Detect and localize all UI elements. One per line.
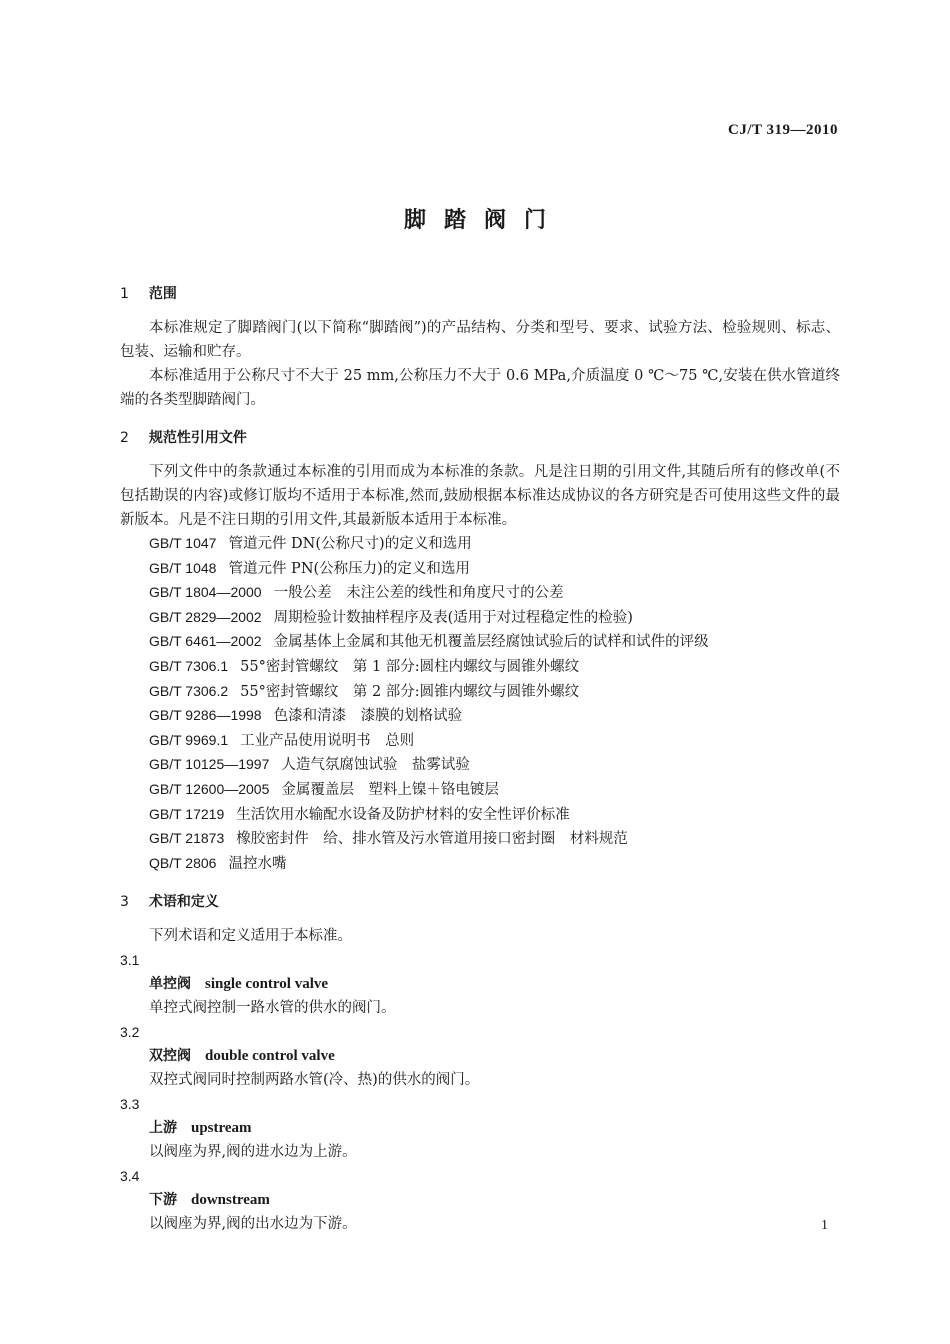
section-number: 2: [120, 430, 129, 446]
reference-title: 色漆和清漆 漆膜的划格试验: [273, 708, 463, 725]
standard-number: CJ/T 319—2010: [728, 122, 838, 138]
reference-title: 人造气氛腐蚀试验 盐雾试验: [281, 757, 470, 774]
reference-item: [149, 557, 840, 582]
reference-code: GB/T 9286—1998: [149, 707, 262, 724]
reference-code: GB/T 17219: [149, 805, 225, 822]
term-definition: 以阀座为界,阀的进水边为上游。: [149, 1144, 357, 1161]
term-name: [120, 1044, 840, 1068]
reference-item: [149, 778, 840, 803]
section-heading-terms-definitions: [120, 890, 840, 914]
term-number: 3.2: [120, 1024, 140, 1041]
section-title: 术语和定义: [148, 894, 219, 911]
section-title: 范围: [148, 286, 177, 302]
reference-item: [149, 753, 840, 778]
term-name-en: single control valve: [205, 976, 329, 993]
term-entry: [120, 1164, 840, 1236]
section-title: 规范性引用文件: [148, 430, 247, 446]
reference-code: GB/T 1047: [149, 535, 217, 551]
reference-title: 温控水嘴: [228, 855, 287, 872]
reference-title: 橡胶密封件 给、排水管及污水管道用接口密封圈 材料规范: [236, 831, 628, 848]
paragraph: 本标准适用于公称尺寸不大于 25 mm,公称压力不大于 0.6 MPa,介质温度 0 ℃～75 ℃,安装在供水管道终端的各类型脚踏阀门。: [120, 368, 840, 408]
term-name-en: upstream: [191, 1120, 252, 1137]
reference-title: 55°密封管螺纹 第 1 部分:圆柱内螺纹与圆锥外螺纹: [240, 658, 580, 675]
reference-item: [149, 680, 840, 705]
reference-item: [149, 655, 840, 680]
reference-code: GB/T 7306.2: [149, 682, 229, 699]
section-number: 1: [120, 286, 129, 302]
term-name: [120, 1188, 840, 1212]
section-number: 3: [120, 894, 129, 911]
reference-item: [149, 803, 840, 828]
reference-item: [149, 606, 840, 631]
term-definition: 单控式阀控制一路水管的供水的阀门。: [149, 1000, 396, 1017]
reference-title: 金属基体上金属和其他无机覆盖层经腐蚀试验后的试样和试件的评级: [273, 634, 709, 651]
term-name: [120, 972, 840, 996]
reference-code: GB/T 10125—1997: [149, 756, 270, 773]
reference-code: GB/T 6461—2002: [149, 633, 262, 650]
term-definition: 以阀座为界,阀的出水边为下游。: [149, 1216, 357, 1233]
reference-item: [149, 852, 840, 877]
reference-code: GB/T 9969.1: [149, 731, 229, 748]
reference-code: GB/T 2829—2002: [149, 608, 262, 625]
reference-code: GB/T 12600—2005: [149, 780, 270, 797]
term-number: 3.4: [120, 1168, 140, 1185]
paragraph: 本标准规定了脚踏阀门(以下简称“脚踏阀”)的产品结构、分类和型号、要求、试验方法、检验规则、标志、包装、运输和贮存。: [120, 320, 840, 360]
reference-item: [149, 581, 840, 606]
paragraph: 下列文件中的条款通过本标准的引用而成为本标准的条款。凡是注日期的引用文件,其随后所有的修改单(不包括勘误的内容)或修订版均不适用于本标准,然而,鼓励根据本标准达成协议的各方研究是否可使用这些文件的最新版本。凡是不注日期的引用文件,其最新版本适用于本标准。: [120, 464, 840, 528]
term-name-en: downstream: [191, 1192, 270, 1209]
term-entry: [120, 948, 840, 1020]
term-number: 3.1: [120, 952, 140, 969]
term-name-zh: 双控阀: [149, 1048, 191, 1065]
reference-title: 管道元件 PN(公称压力)的定义和选用: [228, 560, 470, 577]
reference-item: [149, 630, 840, 655]
reference-title: 一般公差 未注公差的线性和角度尺寸的公差: [273, 585, 564, 602]
reference-item: [149, 827, 840, 852]
term-definition: 双控式阀同时控制两路水管(冷、热)的供水的阀门。: [149, 1072, 480, 1089]
page-number: 1: [821, 1218, 828, 1233]
document-title: 脚踏阀门: [403, 208, 564, 233]
reference-item: [149, 729, 840, 754]
reference-item: [149, 704, 840, 729]
reference-code: GB/T 1048: [149, 559, 217, 576]
reference-title: 周期检验计数抽样程序及表(适用于对过程稳定性的检验): [273, 609, 633, 626]
reference-item: [149, 532, 840, 557]
term-name: [120, 1116, 840, 1140]
reference-code: GB/T 21873: [149, 830, 225, 847]
paragraph: 下列术语和定义适用于本标准。: [149, 928, 352, 945]
term-name-en: double control valve: [205, 1048, 335, 1065]
term-entry: [120, 1092, 840, 1164]
section-heading-scope: [120, 282, 840, 306]
document-body: [120, 282, 840, 1236]
reference-code: QB/T 2806: [149, 854, 217, 871]
term-name-zh: 单控阀: [149, 976, 191, 993]
reference-title: 金属覆盖层 塑料上镍＋铬电镀层: [281, 781, 499, 798]
reference-code: GB/T 1804—2000: [149, 584, 262, 601]
reference-title: 管道元件 DN(公称尺寸)的定义和选用: [228, 536, 472, 552]
term-number: 3.3: [120, 1096, 140, 1113]
reference-title: 55°密封管螺纹 第 2 部分:圆锥内螺纹与圆锥外螺纹: [240, 683, 580, 700]
reference-title: 生活饮用水输配水设备及防护材料的安全性评价标准: [236, 806, 570, 823]
section-heading-normative-references: [120, 426, 840, 450]
reference-title: 工业产品使用说明书 总则: [240, 732, 415, 749]
term-name-zh: 下游: [149, 1192, 177, 1209]
reference-list: [120, 532, 840, 876]
term-name-zh: 上游: [149, 1120, 177, 1137]
reference-code: GB/T 7306.1: [149, 657, 229, 674]
term-entry: [120, 1020, 840, 1092]
